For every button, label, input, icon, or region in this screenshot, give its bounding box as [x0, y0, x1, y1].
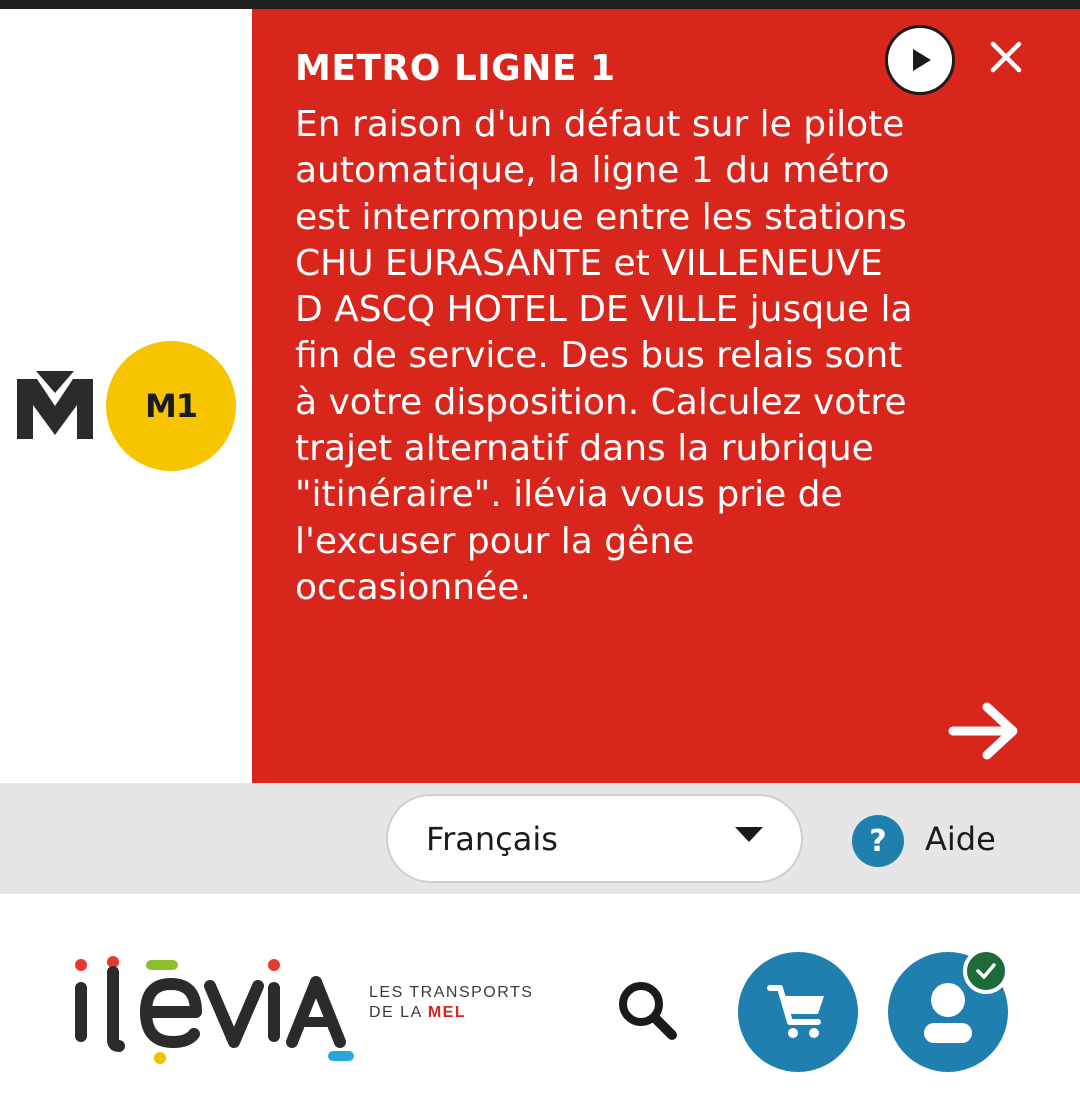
status-strip	[0, 0, 1080, 9]
help-label: Aide	[925, 820, 996, 858]
alert-message: En raison d'un défaut sur le pilote automatique, la ligne 1 du métro est interrompue entre les stations CHU EURASANTE et VILLENEUVE D ASCQ HOTEL DE VILLE jusque la fin de service. Des bus relais sont à votre disposition. Calculez votre trajet alternatif dans la rubrique "itinéraire". ilévia vous prie de l'excuser pour la gêne occasionnée.	[295, 104, 913, 608]
alert-panel[interactable]	[252, 9, 1080, 783]
line-badge-m1: M1	[106, 341, 236, 471]
cart-button[interactable]	[738, 952, 858, 1072]
play-icon	[905, 45, 935, 75]
tagline-line-1: LES TRANSPORTS	[369, 984, 534, 1001]
alert-title: METRO LIGNE 1	[295, 48, 616, 89]
tagline-prefix: DE LA	[369, 1004, 428, 1021]
alert-line-indicator	[0, 9, 252, 783]
account-status-badge	[963, 948, 1009, 994]
help-icon: ?	[852, 815, 904, 867]
tagline-highlight: MEL	[427, 1004, 467, 1021]
language-select[interactable]	[386, 794, 803, 883]
brand-tagline	[369, 983, 533, 1023]
search-icon[interactable]	[612, 975, 684, 1047]
ilevia-logo[interactable]	[60, 948, 360, 1068]
tagline-line-2	[369, 1003, 533, 1023]
language-bar	[0, 783, 1080, 894]
metro-icon	[14, 371, 96, 441]
chevron-down-icon	[734, 826, 764, 844]
close-icon[interactable]	[986, 37, 1026, 77]
arrow-right-icon[interactable]	[947, 699, 1023, 763]
language-select-value: Français	[426, 820, 558, 858]
play-audio-button[interactable]	[885, 25, 955, 95]
cart-icon	[766, 982, 830, 1042]
check-icon	[975, 960, 997, 982]
